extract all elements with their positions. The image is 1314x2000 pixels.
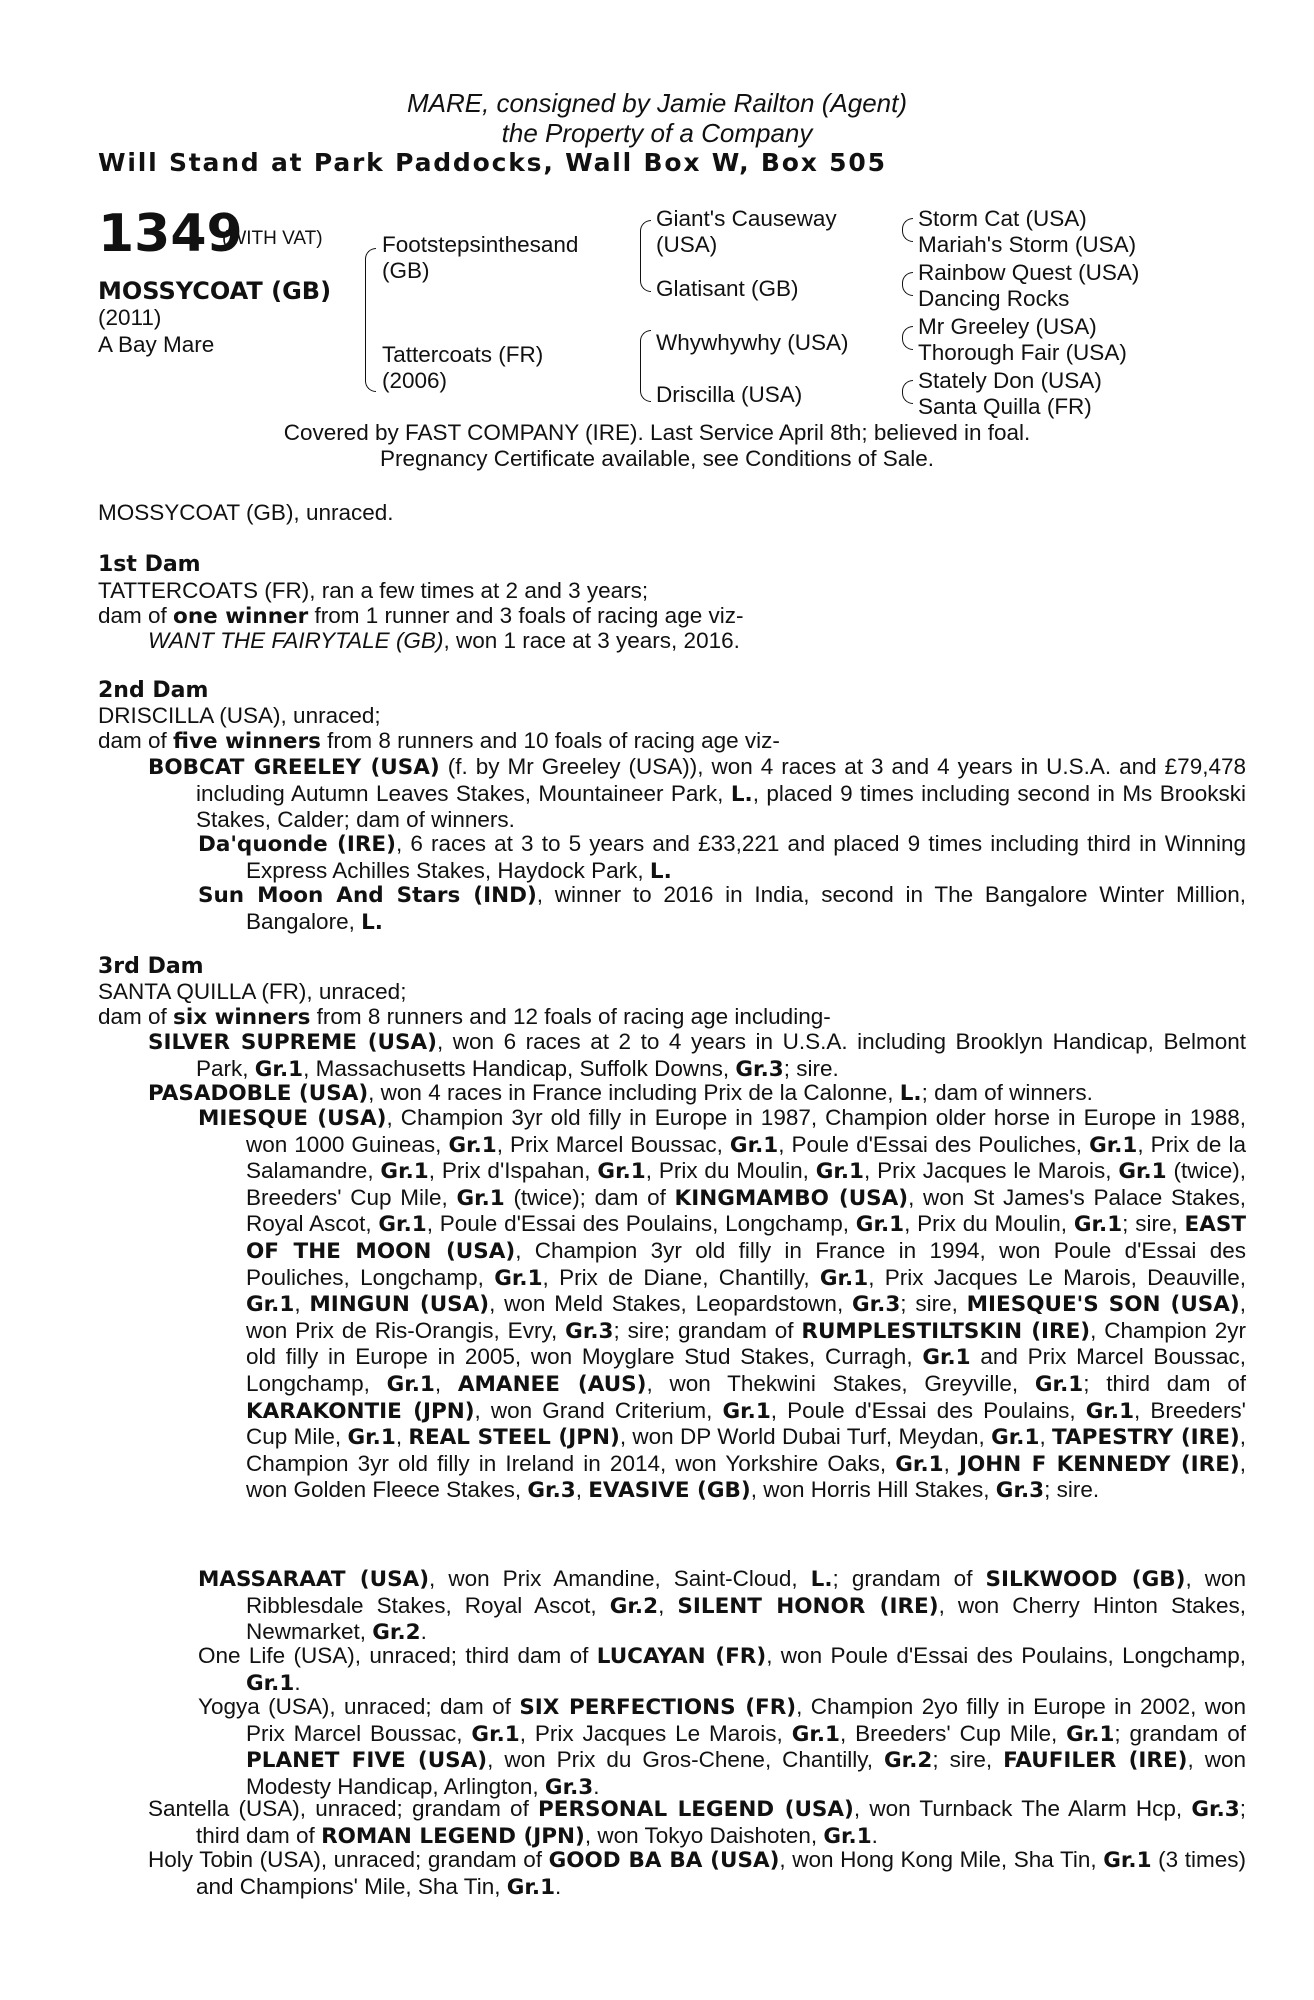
ss-sire: Storm Cat (USA) <box>918 206 1087 231</box>
horse-year: (2011) <box>98 305 162 330</box>
brace <box>902 380 913 404</box>
vat-label: (WITH VAT) <box>222 228 323 249</box>
sire-sire: Giant's Causeway <box>656 206 837 231</box>
sd-sire: Rainbow Quest (USA) <box>918 260 1140 285</box>
race-record: MOSSYCOAT (GB), unraced. <box>98 500 394 525</box>
produce-massaraat: MASSARAAT (USA), won Prix Amandine, Saint-Cloud, L.; grandam of SILKWOOD (GB), won Ribblesdale Stakes, Royal Ascot, Gr.2, SILENT HONOR (IRE), won Cherry Hinton Stakes, Newmarket, Gr.2. <box>198 1566 1247 1646</box>
produce-santella: Santella (USA), unraced; grandam of PERSONAL LEGEND (USA), won Turnback The Alarm Hcp, Gr.3; third dam of ROMAN LEGEND (JPN), won Tokyo Daishoten, Gr.1. <box>148 1796 1246 1849</box>
ss-dam: Mariah's Storm (USA) <box>918 232 1137 257</box>
pregnancy-note: Pregnancy Certificate available, see Conditions of Sale. <box>379 446 935 471</box>
produce-holy-tobin: Holy Tobin (USA), unraced; grandam of GOOD BA BA (USA), won Hong Kong Mile, Sha Tin, Gr.1 (3 times) and Champions' Mile, Sha Tin, Gr.1. <box>148 1847 1247 1900</box>
brace <box>902 218 913 242</box>
covered-by: Covered by FAST COMPANY (IRE). Last Service April 8th; believed in foal. <box>283 420 1031 445</box>
stand-location: Will Stand at Park Paddocks, Wall Box W, Box 505 <box>98 148 887 177</box>
dam-year: (2006) <box>382 368 448 393</box>
dam-dam: Driscilla (USA) <box>656 382 803 407</box>
sire-sire-country: (USA) <box>656 232 718 257</box>
dd-sire: Stately Don (USA) <box>918 368 1102 393</box>
produce-sun-moon-and-stars: Sun Moon And Stars (IND), winner to 2016 in India, second in The Bangalore Winter Million, Bangalore, L. <box>198 882 1247 935</box>
brace <box>365 248 376 392</box>
dam-sire: Whywhywhy (USA) <box>656 330 849 355</box>
produce-yogya: Yogya (USA), unraced; dam of SIX PERFECTIONS (FR), Champion 2yo filly in Europe in 2002, won Prix Marcel Boussac, Gr.1, Prix Jacques Le Marois, Gr.1, Breeders' Cup Mile, Gr.1; grandam of PLANET FIVE (USA), won Prix du Gros-Chene, Chantilly, Gr.2; sire, FAUFILER (IRE), won Modesty Handicap, Arlington, Gr.3. <box>198 1694 1247 1800</box>
horse-name: MOSSYCOAT (GB) <box>98 277 332 305</box>
sire-dam: Glatisant (GB) <box>656 276 799 301</box>
produce-daquonde: Da'quonde (IRE), 6 races at 3 to 5 years and £33,221 and placed 9 times including third in Winning Express Achilles Stakes, Haydock Park, L. <box>198 831 1247 884</box>
third-dam-heading: 3rd Dam <box>98 954 204 979</box>
horse-description: A Bay Mare <box>98 332 215 357</box>
brace <box>640 330 651 402</box>
brace <box>640 220 651 292</box>
lot-number: 1349 <box>98 204 243 264</box>
first-dam-line: TATTERCOATS (FR), ran a few times at 2 and 3 years; <box>98 578 649 603</box>
produce-one-life: One Life (USA), unraced; third dam of LUCAYAN (FR), won Poule d'Essai des Poulains, Longchamp, Gr.1. <box>198 1643 1246 1696</box>
brace <box>902 272 913 296</box>
first-dam-winner: WANT THE FAIRYTALE (GB), won 1 race at 3 years, 2016. <box>148 628 740 653</box>
third-dam-produce: dam of six winners from 8 runners and 12 foals of racing age including- <box>98 1004 831 1030</box>
third-dam-line: SANTA QUILLA (FR), unraced; <box>98 979 407 1004</box>
consignor-line: MARE, consigned by Jamie Railton (Agent) <box>406 88 907 118</box>
first-dam-heading: 1st Dam <box>98 552 201 577</box>
sd-dam: Dancing Rocks <box>918 286 1070 311</box>
produce-pasadoble: PASADOBLE (USA), won 4 races in France including Prix de la Calonne, L.; dam of winners. <box>148 1080 1093 1106</box>
sire: Footstepsinthesand <box>382 232 579 257</box>
sire-country: (GB) <box>382 258 430 283</box>
produce-silver-supreme: SILVER SUPREME (USA), won 6 races at 2 to 4 years in U.S.A. including Brooklyn Handicap, Belmont Park, Gr.1, Massachusetts Handicap, Suffolk Downs, Gr.3; sire. <box>148 1029 1246 1082</box>
produce-miesque: MIESQUE (USA), Champion 3yr old filly in Europe in 1987, Champion older horse in Europe in 1988, won 1000 Guineas, Gr.1, Prix Marcel Boussac, Gr.1, Poule d'Essai des Pouliches, Gr.1, Prix de la Salamandre, Gr.1, Prix d'Ispahan, Gr.1, Prix du Moulin, Gr.1, Prix Jacques le Marois, Gr.1 (twice), Breeders' Cup Mile, Gr.1 (twice); dam of KINGMAMBO (USA), won St James's Palace Stakes, Royal Ascot, Gr.1, Poule d'Essai des Poulains, Longchamp, Gr.1, Prix du Moulin, Gr.1; sire, EAST OF THE MOON (USA), Champion 3yr old filly in France in 1994, won Poule d'Essai des Pouliches, Longchamp, Gr.1, Prix de Diane, Chantilly, Gr.1, Prix Jacques Le Marois, Deauville, Gr.1, MINGUN (USA), won Meld Stakes, Leopardstown, Gr.3; sire, MIESQUE'S SON (USA), won Prix de Ris-Orangis, Evry, Gr.3; sire; grandam of RUMPLESTILTSKIN (IRE), Champion 2yr old filly in Europe in 2005, won Moyglare Stud Stakes, Curragh, Gr.1 and Prix Marcel Boussac, Longchamp, Gr.1, AMANEE (AUS), won Thekwini Stakes, Greyville, Gr.1; third dam of KARAKONTIE (JPN), won Grand Criterium, Gr.1, Poule d'Essai des Poulains, Gr.1, Breeders' Cup Mile, Gr.1, REAL STEEL (JPN), won DP World Dubai Turf, Meydan, Gr.1, TAPESTRY (IRE), Champion 3yr old filly in Ireland in 2014, won Yorkshire Oaks, Gr.1, JOHN F KENNEDY (IRE), won Golden Fleece Stakes, Gr.3, EVASIVE (GB), won Horris Hill Stakes, Gr.3; sire. <box>198 1105 1247 1504</box>
first-dam-produce: dam of one winner from 1 runner and 3 foals of racing age viz- <box>98 603 744 629</box>
property-line: the Property of a Company <box>501 118 813 148</box>
dd-dam: Santa Quilla (FR) <box>918 394 1092 419</box>
brace <box>902 326 913 350</box>
dam: Tattercoats (FR) <box>382 342 544 367</box>
produce-bobcat-greeley: BOBCAT GREELEY (USA) (f. by Mr Greeley (USA)), won 4 races at 3 and 4 years in U.S.A. and £79,478 including Autumn Leaves Stakes, Mountaineer Park, L., placed 9 times including second in Ms Brookski Stakes, Calder; dam of winners. <box>148 754 1246 833</box>
ds-dam: Thorough Fair (USA) <box>918 340 1127 365</box>
ds-sire: Mr Greeley (USA) <box>918 314 1097 339</box>
second-dam-produce: dam of five winners from 8 runners and 10 foals of racing age viz- <box>98 728 780 754</box>
second-dam-heading: 2nd Dam <box>98 678 209 703</box>
second-dam-line: DRISCILLA (USA), unraced; <box>98 703 381 728</box>
